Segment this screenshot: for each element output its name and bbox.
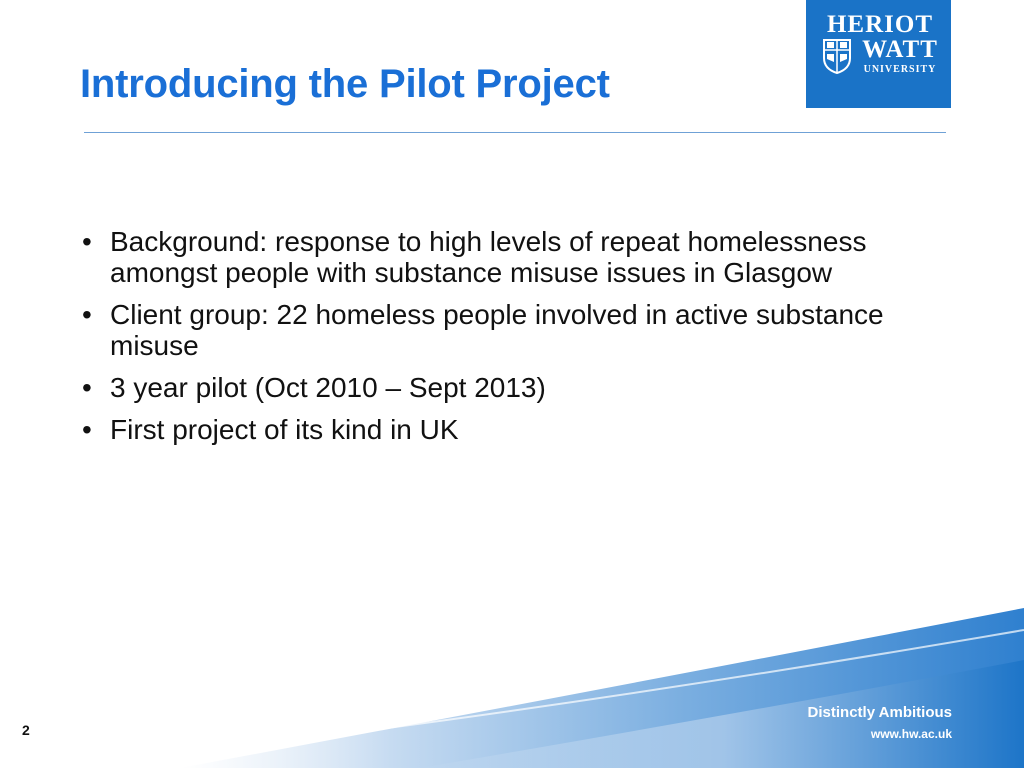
page-number: 2 (22, 722, 30, 738)
footer-url: www.hw.ac.uk (870, 727, 952, 741)
logo-line-3: UNIVERSITY (863, 64, 937, 75)
logo-line-1: HERIOT (826, 11, 934, 38)
bullet-icon: • (82, 226, 92, 257)
list-item (82, 299, 962, 361)
list-item (82, 372, 962, 403)
bullet-icon: • (82, 414, 92, 445)
bullet-icon: • (82, 372, 92, 403)
footer-tagline: Distinctly Ambitious (807, 704, 952, 721)
bullet-text: Client group: 22 homeless people involved in active substance misuse (110, 299, 884, 361)
bullet-text: Background: response to high levels of repeat homelessness amongst people with substance misuse issues in Glasgow (110, 226, 867, 288)
bullet-text: First project of its kind in UK (110, 414, 459, 445)
slide-title: Introducing the Pilot Project (80, 62, 610, 106)
university-logo (806, 0, 951, 108)
title-divider (84, 132, 946, 133)
bullet-list (82, 226, 962, 456)
list-item (82, 226, 962, 288)
bullet-icon: • (82, 299, 92, 330)
footer-wave (0, 600, 1024, 768)
logo-line-2: WATT (862, 36, 938, 63)
crest-icon (822, 38, 852, 74)
bullet-text: 3 year pilot (Oct 2010 – Sept 2013) (110, 372, 546, 403)
list-item (82, 414, 962, 445)
